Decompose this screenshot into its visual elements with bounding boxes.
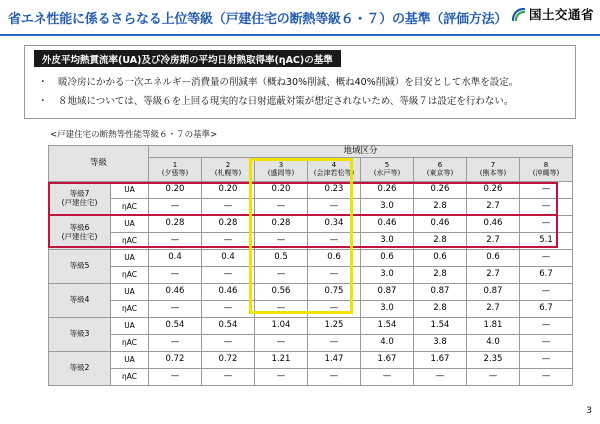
- region-name: (盛岡等): [267, 168, 295, 177]
- region-cell: [467, 158, 520, 182]
- title-rule: [0, 34, 600, 36]
- value-cell: —: [520, 335, 573, 352]
- value-cell: 2.7: [467, 199, 520, 216]
- value-cell: 0.46: [414, 216, 467, 233]
- grade-label-cell: [49, 318, 111, 352]
- grade-label-cell: [49, 216, 111, 250]
- table-row: [49, 284, 573, 301]
- table-caption: <戸建住宅の断熱等性能等級６・７の基準>: [50, 130, 218, 140]
- value-cell: —: [202, 199, 255, 216]
- value-cell: 0.4: [149, 250, 202, 267]
- value-cell: —: [520, 369, 573, 386]
- value-cell: —: [467, 369, 520, 386]
- value-cell: —: [149, 369, 202, 386]
- value-cell: 0.87: [361, 284, 414, 301]
- region-name: (夕張等): [161, 168, 189, 177]
- value-cell: —: [520, 199, 573, 216]
- value-cell: —: [520, 182, 573, 199]
- metric-label: ηAC: [111, 199, 149, 216]
- region-number: 2: [225, 160, 231, 169]
- value-cell: —: [255, 267, 308, 284]
- grade-sublabel: (戸建住宅): [61, 197, 98, 207]
- region-name: (沖縄等): [532, 168, 560, 177]
- value-cell: 0.4: [202, 250, 255, 267]
- value-cell: —: [520, 250, 573, 267]
- value-cell: 0.28: [202, 216, 255, 233]
- metric-label: ηAC: [111, 369, 149, 386]
- value-cell: 0.20: [149, 182, 202, 199]
- value-cell: —: [520, 216, 573, 233]
- value-cell: 2.8: [414, 199, 467, 216]
- bullet: ・: [38, 96, 48, 107]
- value-cell: 0.87: [467, 284, 520, 301]
- value-cell: 2.7: [467, 267, 520, 284]
- value-cell: —: [202, 267, 255, 284]
- region-name: (熊本等): [479, 168, 507, 177]
- grade-label: 等級4: [69, 295, 90, 305]
- grade-label: 等級5: [69, 261, 90, 271]
- value-cell: 0.72: [149, 352, 202, 369]
- metric-label: UA: [111, 216, 149, 233]
- value-cell: 0.6: [467, 250, 520, 267]
- metric-label: UA: [111, 284, 149, 301]
- table-row: [49, 335, 573, 352]
- grade-label-cell: [49, 352, 111, 386]
- region-cell: [414, 158, 467, 182]
- value-cell: —: [520, 352, 573, 369]
- table-row: [49, 301, 573, 318]
- table-row: [49, 267, 573, 284]
- value-cell: —: [308, 267, 361, 284]
- value-cell: —: [308, 369, 361, 386]
- region-name: (会津若松等): [313, 168, 355, 177]
- value-cell: 4.0: [361, 335, 414, 352]
- value-cell: 0.87: [414, 284, 467, 301]
- value-cell: 1.67: [361, 352, 414, 369]
- region-cell: [308, 158, 361, 182]
- region-name: (水戸等): [373, 168, 401, 177]
- value-cell: 0.56: [255, 284, 308, 301]
- grade-sublabel: (戸建住宅): [61, 231, 98, 241]
- value-cell: 0.6: [414, 250, 467, 267]
- grade-header: 等級: [49, 146, 149, 182]
- grade-label-cell: [49, 182, 111, 216]
- value-cell: —: [149, 301, 202, 318]
- value-cell: —: [149, 267, 202, 284]
- metric-label: ηAC: [111, 301, 149, 318]
- region-name: (東京等): [426, 168, 454, 177]
- region-number: 4: [331, 160, 337, 169]
- value-cell: —: [308, 301, 361, 318]
- region-header: 地域区分: [149, 146, 573, 158]
- value-cell: 5.1: [520, 233, 573, 250]
- title-bar: [0, 0, 600, 38]
- value-cell: 1.21: [255, 352, 308, 369]
- region-cell: [520, 158, 573, 182]
- value-cell: 0.46: [467, 216, 520, 233]
- header-row: [49, 146, 573, 158]
- value-cell: —: [255, 233, 308, 250]
- value-cell: 6.7: [520, 301, 573, 318]
- value-cell: —: [308, 199, 361, 216]
- region-number: 3: [278, 160, 284, 169]
- value-cell: —: [149, 233, 202, 250]
- value-cell: —: [255, 301, 308, 318]
- value-cell: 1.54: [414, 318, 467, 335]
- value-cell: 1.25: [308, 318, 361, 335]
- note-text: ８地域については、等級６を上回る現実的な日射遮蔽対策が想定されないため、等級７は設定を行わない。: [58, 96, 514, 107]
- value-cell: —: [149, 335, 202, 352]
- value-cell: 2.8: [414, 301, 467, 318]
- region-number: 7: [490, 160, 496, 169]
- table-row: [49, 233, 573, 250]
- note-heading: 外皮平均熱貫流率(UA)及び冷房期の平均日射熱取得率(ηAC)の基準: [34, 50, 341, 67]
- metric-label: UA: [111, 182, 149, 199]
- value-cell: —: [361, 369, 414, 386]
- value-cell: 3.8: [414, 335, 467, 352]
- table-body: [49, 146, 573, 386]
- value-cell: 3.0: [361, 301, 414, 318]
- value-cell: 3.0: [361, 199, 414, 216]
- value-cell: 3.0: [361, 233, 414, 250]
- metric-label: ηAC: [111, 335, 149, 352]
- table-row: [49, 318, 573, 335]
- value-cell: —: [255, 199, 308, 216]
- value-cell: 2.7: [467, 233, 520, 250]
- page-number: 3: [586, 406, 592, 416]
- region-number: 6: [437, 160, 443, 169]
- bullet: ・: [38, 77, 48, 88]
- grade-label-cell: [49, 250, 111, 284]
- value-cell: 0.34: [308, 216, 361, 233]
- value-cell: 4.0: [467, 335, 520, 352]
- note-text: 暖冷房にかかる一次エネルギー消費量の削減率（概ね30%削減、概ね40%削減）を目安として水準を設定。: [58, 77, 519, 88]
- grade-label: 等級3: [69, 329, 90, 339]
- value-cell: 0.23: [308, 182, 361, 199]
- region-number: 1: [172, 160, 178, 169]
- value-cell: 0.54: [149, 318, 202, 335]
- value-cell: —: [149, 199, 202, 216]
- note-line-1: [38, 74, 518, 88]
- table-row: [49, 182, 573, 199]
- value-cell: 0.46: [361, 216, 414, 233]
- value-cell: 0.46: [149, 284, 202, 301]
- metric-label: ηAC: [111, 233, 149, 250]
- organization-logo: [511, 5, 594, 23]
- page-title: 省エネ性能に係るさらなる上位等級（戸建住宅の断熱等級６・７）の基準（評価方法）: [8, 12, 508, 27]
- value-cell: 1.04: [255, 318, 308, 335]
- value-cell: 0.28: [255, 216, 308, 233]
- metric-label: UA: [111, 318, 149, 335]
- organization-name: 国土交通省: [528, 7, 594, 22]
- value-cell: 0.26: [361, 182, 414, 199]
- value-cell: 1.54: [361, 318, 414, 335]
- mlit-logo-icon: [511, 7, 526, 22]
- region-cell: [149, 158, 202, 182]
- value-cell: —: [414, 369, 467, 386]
- table-row: [49, 352, 573, 369]
- value-cell: —: [202, 335, 255, 352]
- value-cell: 0.28: [149, 216, 202, 233]
- value-cell: 0.20: [202, 182, 255, 199]
- region-cell: [255, 158, 308, 182]
- region-name: (札幌等): [214, 168, 242, 177]
- table-row: [49, 216, 573, 233]
- value-cell: 0.54: [202, 318, 255, 335]
- value-cell: —: [520, 318, 573, 335]
- value-cell: 0.6: [361, 250, 414, 267]
- value-cell: —: [520, 284, 573, 301]
- value-cell: —: [308, 335, 361, 352]
- grade-label: 等級7: [69, 189, 90, 199]
- value-cell: —: [255, 369, 308, 386]
- grade-label-cell: [49, 284, 111, 318]
- value-cell: 0.72: [202, 352, 255, 369]
- table-row: [49, 369, 573, 386]
- metric-label: UA: [111, 352, 149, 369]
- value-cell: 1.67: [414, 352, 467, 369]
- value-cell: 2.35: [467, 352, 520, 369]
- value-cell: 2.7: [467, 301, 520, 318]
- value-cell: 0.20: [255, 182, 308, 199]
- region-number: 8: [543, 160, 549, 169]
- value-cell: —: [202, 233, 255, 250]
- value-cell: 0.6: [308, 250, 361, 267]
- value-cell: —: [202, 369, 255, 386]
- region-cell: [361, 158, 414, 182]
- value-cell: —: [255, 335, 308, 352]
- value-cell: 1.81: [467, 318, 520, 335]
- metric-label: UA: [111, 250, 149, 267]
- value-cell: 0.26: [414, 182, 467, 199]
- value-cell: 2.8: [414, 267, 467, 284]
- region-number: 5: [384, 160, 390, 169]
- note-line-2: [38, 93, 513, 107]
- table-row: [49, 250, 573, 267]
- region-cell: [202, 158, 255, 182]
- grade-label: 等級6: [69, 223, 90, 233]
- value-cell: 0.46: [202, 284, 255, 301]
- insulation-grade-table: [48, 145, 573, 386]
- value-cell: 0.5: [255, 250, 308, 267]
- value-cell: 1.47: [308, 352, 361, 369]
- value-cell: 3.0: [361, 267, 414, 284]
- metric-label: ηAC: [111, 267, 149, 284]
- value-cell: —: [308, 233, 361, 250]
- value-cell: 2.8: [414, 233, 467, 250]
- table-row: [49, 199, 573, 216]
- value-cell: 6.7: [520, 267, 573, 284]
- value-cell: 0.75: [308, 284, 361, 301]
- value-cell: —: [202, 301, 255, 318]
- value-cell: 0.26: [467, 182, 520, 199]
- grade-label: 等級2: [69, 363, 90, 373]
